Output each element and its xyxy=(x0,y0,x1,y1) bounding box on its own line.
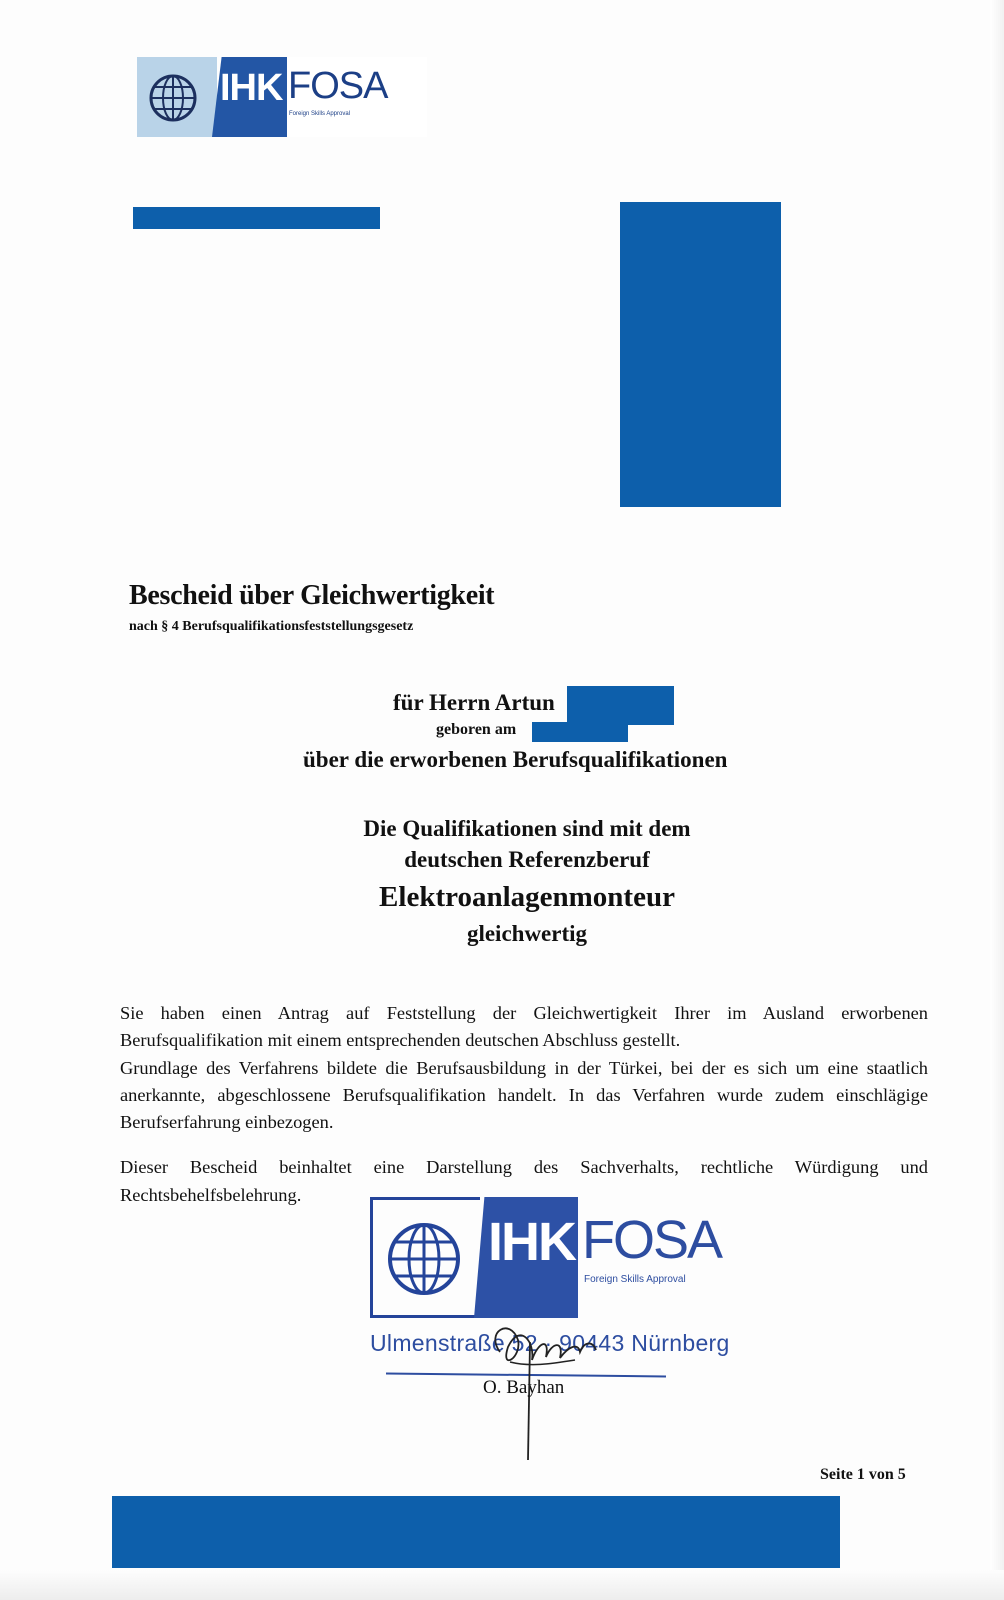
qualifications-line: über die erworbenen Berufsqualifikationen xyxy=(303,747,728,772)
ihk-fosa-logo xyxy=(137,57,388,137)
body-paragraph-3: Dieser Bescheid beinhaltet eine Darstellung des Sachverhalts, rechtliche Würdigung und Rechtsbehelfsbelehrung. xyxy=(120,1157,928,1205)
decision-line-2: deutschen Referenzberuf xyxy=(404,847,650,872)
redaction-footer xyxy=(112,1496,840,1568)
globe-icon xyxy=(384,1219,464,1299)
body-text xyxy=(120,1000,928,1209)
page-bottom-shadow xyxy=(0,1570,1004,1600)
logo-ihk-text: IHK xyxy=(220,67,283,109)
document-subtitle: nach § 4 Berufsqualifikationsfeststellungsgesetz xyxy=(129,619,414,634)
stamp-ihk-text: IHK xyxy=(488,1212,575,1272)
page-number: Seite 1 von 5 xyxy=(820,1466,906,1483)
body-paragraph-2: Grundlage des Verfahrens bildete die Berufsausbildung in der Türkei, bei der es sich um eine staatlich anerkannte, abgeschlossene Berufsqualifikation handelt. In das Verfahren wurde zudem einschlägige Berufserfahrung einbezogen. xyxy=(120,1057,928,1133)
stamp-address: Ulmenstraße 52 · 90443 Nürnberg xyxy=(370,1330,730,1356)
redaction-birthdate xyxy=(532,722,628,742)
reference-profession: Elektroanlagenmonteur xyxy=(379,881,675,913)
decision-line-1: Die Qualifikationen sind mit dem xyxy=(363,816,691,841)
logo-tagline: Foreign Skills Approval xyxy=(289,111,351,117)
birthdate-label: geboren am xyxy=(436,721,517,738)
body-paragraph-1: Sie haben einen Antrag auf Feststellung der Gleichwertigkeit Ihrer im Ausland erworbenen Berufsqualifikation mit einem entsprechenden deutschen Abschluss gestellt. xyxy=(120,1003,928,1051)
document-title: Bescheid über Gleichwertigkeit xyxy=(129,580,495,611)
page-edge-shadow xyxy=(990,0,1004,1600)
stamp-fosa-text: FOSA xyxy=(582,1210,722,1270)
paragraph-gap xyxy=(120,1136,928,1154)
redaction-address-block xyxy=(620,202,781,507)
redaction-surname xyxy=(567,686,674,725)
stamp-tagline: Foreign Skills Approval xyxy=(584,1274,686,1285)
handwritten-signature xyxy=(480,1312,620,1462)
redaction-sender-line xyxy=(133,207,380,229)
decision-result: gleichwertig xyxy=(466,921,588,946)
signatory-name: O. Bayhan xyxy=(483,1377,565,1398)
recipient-name-line: für Herrn Artun xyxy=(393,690,555,715)
logo-fosa-text: FOSA xyxy=(288,65,388,107)
globe-icon xyxy=(147,72,199,124)
